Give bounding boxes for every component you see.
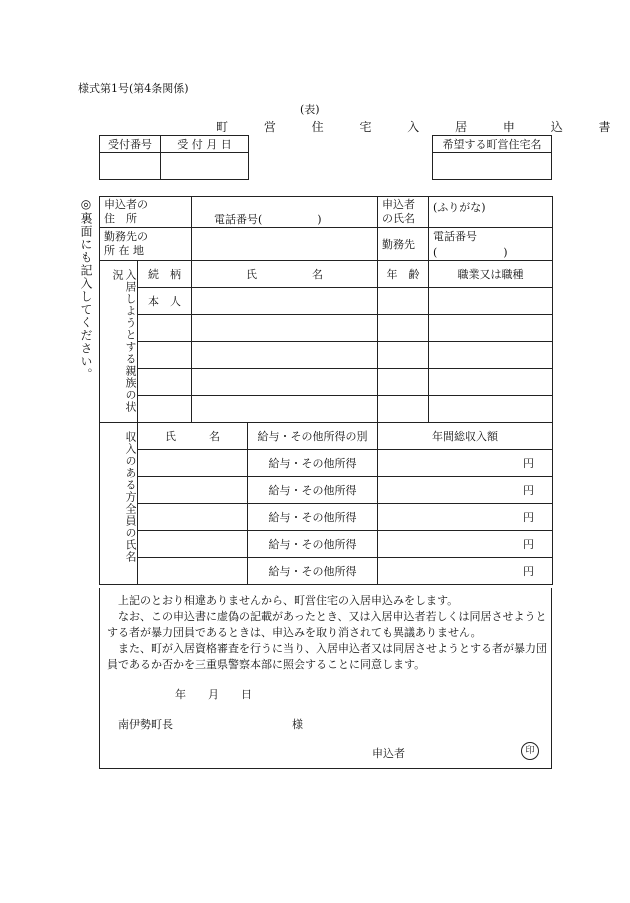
- family-name-cell[interactable]: [192, 396, 378, 423]
- family-name-cell[interactable]: [192, 369, 378, 396]
- income-amount-cell[interactable]: 円: [378, 531, 553, 558]
- mayor-addressee: 南伊勢町長: [118, 718, 173, 731]
- table-row: [100, 558, 553, 585]
- page-title: 町 営 住 宅 入 居 申 込 書: [216, 120, 627, 134]
- income-name-cell[interactable]: [138, 504, 248, 531]
- income-type-cell: 給与・その他所得: [248, 504, 378, 531]
- date-field[interactable]: 年 月 日: [175, 688, 252, 701]
- income-type-cell: 給与・その他所得: [248, 450, 378, 477]
- family-relation-cell[interactable]: [138, 342, 192, 369]
- income-amount-cell[interactable]: 円: [378, 504, 553, 531]
- address-field[interactable]: [192, 197, 378, 228]
- declaration-paragraph-3: また、町が入居資格審査を行うに当り、入居申込者又は同居させようとする者が暴力団員であるか否かを三重県警察本部に照会することに同意します。: [107, 642, 547, 671]
- family-relation-cell[interactable]: 本 人: [138, 288, 192, 315]
- seal-icon: 印: [521, 742, 539, 760]
- family-name-cell[interactable]: [192, 342, 378, 369]
- wish-table: [432, 135, 552, 180]
- income-section-label: 収入のある方全員の氏名: [100, 423, 138, 585]
- furigana-label: (ふりがな): [433, 201, 486, 214]
- wish-field[interactable]: [433, 153, 552, 180]
- income-type-cell: 給与・その他所得: [248, 477, 378, 504]
- family-occupation-cell[interactable]: [429, 342, 553, 369]
- reception-number-label: 受付番号: [100, 136, 161, 153]
- side-note: ◎裏面にも記入してください。: [79, 197, 93, 381]
- table-row: [100, 477, 553, 504]
- table-row: [100, 288, 553, 315]
- family-age-cell[interactable]: [378, 315, 429, 342]
- wish-label: 希望する町営住宅名: [433, 136, 552, 153]
- family-age-cell[interactable]: [378, 396, 429, 423]
- family-header-name: 氏 名: [192, 261, 378, 288]
- income-type-cell: 給与・その他所得: [248, 531, 378, 558]
- family-header-occupation: 職業又は職種: [429, 261, 553, 288]
- income-name-cell[interactable]: [138, 558, 248, 585]
- income-name-cell[interactable]: [138, 477, 248, 504]
- honorific: 様: [292, 718, 303, 731]
- address-label: 申込者の 住 所: [100, 197, 192, 228]
- work-phone-label: 電話番号( ): [433, 230, 508, 259]
- family-age-cell[interactable]: [378, 342, 429, 369]
- application-table: [99, 196, 553, 585]
- income-amount-cell[interactable]: 円: [378, 558, 553, 585]
- income-header-type: 給与・その他所得の別: [248, 423, 378, 450]
- family-relation-cell[interactable]: [138, 315, 192, 342]
- family-section-label: 入居しようとする親族の状況: [100, 261, 138, 423]
- family-occupation-cell[interactable]: [429, 315, 553, 342]
- declaration-paragraph-2: なお、この申込書に虚偽の記載があったとき、又は入居申込者若しくは同居させようとする者が暴力団員であるときは、申込みを取り消されても異議ありません。: [107, 610, 547, 639]
- family-age-cell[interactable]: [378, 288, 429, 315]
- family-header-relation: 続 柄: [138, 261, 192, 288]
- table-row: [100, 342, 553, 369]
- family-name-cell[interactable]: [192, 288, 378, 315]
- family-relation-cell[interactable]: [138, 369, 192, 396]
- table-row: [100, 504, 553, 531]
- table-row: [100, 396, 553, 423]
- workplace-label: 勤務先: [378, 228, 429, 261]
- declaration-text: [107, 593, 547, 673]
- income-type-cell: 給与・その他所得: [248, 558, 378, 585]
- applicant-name-field[interactable]: [429, 197, 553, 228]
- work-address-label: 勤務先の 所 在 地: [100, 228, 192, 261]
- applicant-signature-label: 申込者: [372, 747, 405, 760]
- income-header-name: 氏 名: [138, 423, 248, 450]
- reception-number-field[interactable]: [100, 153, 161, 180]
- income-name-cell[interactable]: [138, 450, 248, 477]
- family-occupation-cell[interactable]: [429, 396, 553, 423]
- workplace-field[interactable]: [429, 228, 553, 261]
- family-occupation-cell[interactable]: [429, 288, 553, 315]
- income-amount-cell[interactable]: 円: [378, 450, 553, 477]
- reception-date-field[interactable]: [161, 153, 249, 180]
- family-occupation-cell[interactable]: [429, 369, 553, 396]
- applicant-name-label: 申込者 の氏名: [378, 197, 429, 228]
- family-age-cell[interactable]: [378, 369, 429, 396]
- family-relation-cell[interactable]: [138, 396, 192, 423]
- table-row: [100, 450, 553, 477]
- reception-table: [99, 135, 249, 180]
- form-number: 様式第1号(第4条関係): [78, 82, 189, 95]
- table-row: [100, 315, 553, 342]
- income-amount-cell[interactable]: 円: [378, 477, 553, 504]
- declaration-paragraph-1: 上記のとおり相違ありませんから、町営住宅の入居申込みをします。: [118, 594, 459, 607]
- family-name-cell[interactable]: [192, 315, 378, 342]
- phone-label: 電話番号( ): [214, 213, 322, 226]
- income-header-amount: 年間総収入額: [378, 423, 553, 450]
- income-name-cell[interactable]: [138, 531, 248, 558]
- work-address-field[interactable]: [192, 228, 378, 261]
- table-row: [100, 369, 553, 396]
- family-header-age: 年 齢: [378, 261, 429, 288]
- side-label: (表): [300, 103, 320, 116]
- table-row: [100, 531, 553, 558]
- reception-date-label: 受 付 月 日: [161, 136, 249, 153]
